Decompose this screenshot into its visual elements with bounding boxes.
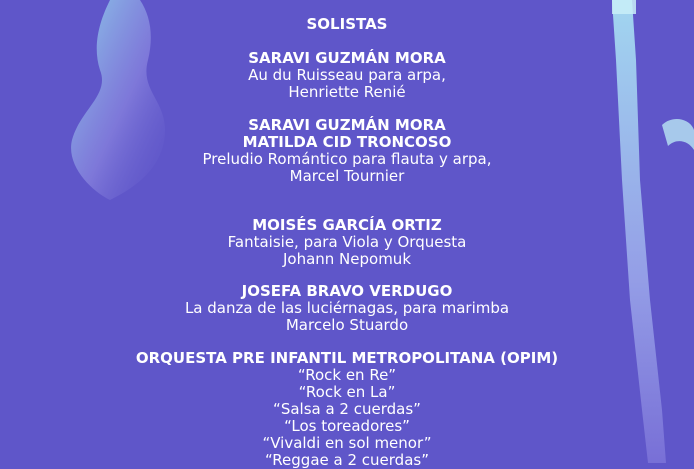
- soloist-entry: [0, 217, 694, 268]
- work-title: Preludio Romántico para flauta y arpa,: [202, 150, 492, 168]
- piece-title: “Los toreadores”: [284, 417, 410, 435]
- performer-name: SARAVI GUZMÁN MORA: [248, 116, 446, 134]
- composer-name: Marcel Tournier: [289, 167, 405, 185]
- ensemble-entry: [0, 350, 694, 469]
- piece-title: “Rock en La”: [298, 383, 396, 401]
- piece-title: “Rock en Re”: [297, 366, 397, 384]
- piece-title: “Reggae a 2 cuerdas”: [265, 451, 429, 469]
- work-title: Au du Ruisseau para arpa,: [248, 66, 446, 84]
- piece-title: “Salsa a 2 cuerdas”: [273, 400, 421, 418]
- performer-name: MOISÉS GARCÍA ORTIZ: [252, 216, 442, 234]
- composer-name: Henriette Renié: [288, 83, 406, 101]
- work-title: La danza de las luciérnagas, para marimba: [184, 299, 510, 317]
- ensemble-name: ORQUESTA PRE INFANTIL METROPOLITANA (OPIM): [135, 349, 559, 367]
- performer-name: SARAVI GUZMÁN MORA: [248, 49, 446, 67]
- soloist-entry: [0, 50, 694, 101]
- composer-name: Marcelo Stuardo: [285, 316, 409, 334]
- work-title: Fantaisie, para Viola y Orquesta: [227, 233, 467, 251]
- soloist-entry: [0, 283, 694, 334]
- piece-title: “Vivaldi en sol menor”: [262, 434, 432, 452]
- soloist-entry: [0, 117, 694, 185]
- composer-name: Johann Nepomuk: [282, 250, 412, 268]
- performer-name: JOSEFA BRAVO VERDUGO: [241, 282, 453, 300]
- section-heading: SOLISTAS: [306, 15, 388, 33]
- performer-name: MATILDA CID TRONCOSO: [242, 133, 452, 151]
